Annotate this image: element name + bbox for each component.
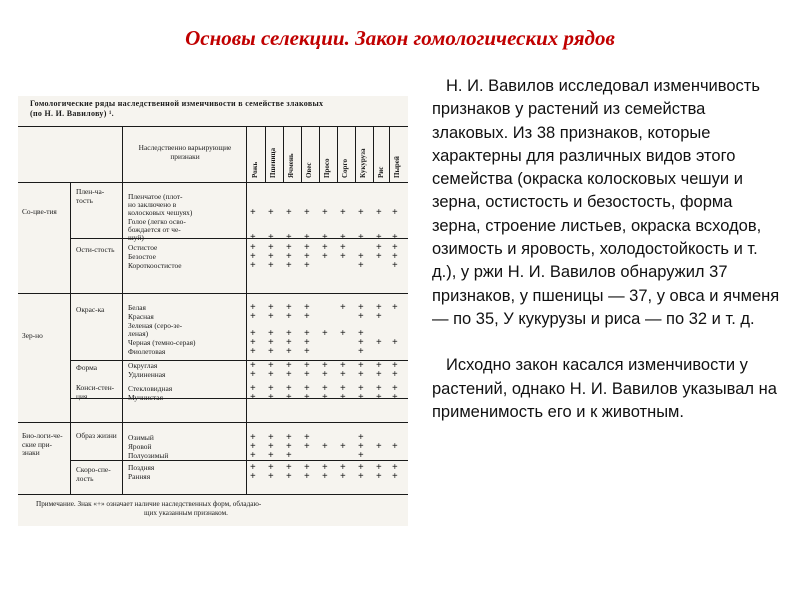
plus-mark: +	[358, 450, 364, 461]
plus-mark: +	[304, 462, 310, 473]
trait-label: Озимый	[128, 433, 154, 442]
plus-mark: +	[304, 207, 310, 218]
plus-mark: +	[268, 360, 274, 371]
trait-label: Черная (темно-серая)	[128, 338, 196, 347]
trait-label: Короткоостистое	[128, 261, 182, 270]
plus-mark: +	[304, 337, 310, 348]
trait-label: леная)	[128, 329, 149, 338]
group-label-grain: Зер-но	[22, 331, 43, 340]
plus-mark: +	[268, 242, 274, 253]
plus-mark: +	[304, 311, 310, 322]
plus-mark: +	[358, 302, 364, 313]
plus-mark: +	[322, 441, 328, 452]
plus-mark: +	[286, 242, 292, 253]
plus-mark: +	[322, 383, 328, 394]
plus-mark: +	[358, 441, 364, 452]
plus-mark: +	[286, 337, 292, 348]
plus-mark: +	[322, 251, 328, 262]
plus-mark: +	[250, 441, 256, 452]
col-divider-plant	[283, 126, 284, 182]
plus-mark: +	[358, 260, 364, 271]
plus-mark: +	[376, 251, 382, 262]
plus-mark: +	[304, 346, 310, 357]
plus-mark: +	[376, 337, 382, 348]
plant-header-1: Пшеница	[269, 147, 277, 178]
plus-mark: +	[250, 462, 256, 473]
plus-mark: +	[340, 207, 346, 218]
plus-mark: +	[268, 232, 274, 243]
plus-mark: +	[358, 207, 364, 218]
plus-mark: +	[304, 392, 310, 403]
col-divider-plant	[301, 126, 302, 182]
plus-mark: +	[286, 462, 292, 473]
plant-header-6: Кукуруза	[359, 148, 367, 178]
plus-mark: +	[250, 337, 256, 348]
plus-mark: +	[340, 251, 346, 262]
plant-header-8: Пырей	[393, 156, 401, 178]
plus-mark: +	[392, 369, 398, 380]
trait-label: бождается от че-	[128, 225, 181, 234]
plus-mark: +	[286, 392, 292, 403]
plus-mark: +	[376, 441, 382, 452]
plus-mark: +	[268, 369, 274, 380]
plus-mark: +	[376, 471, 382, 482]
plus-mark: +	[250, 328, 256, 339]
col-divider-plant	[373, 126, 374, 182]
plus-mark: +	[268, 251, 274, 262]
plus-mark: +	[376, 232, 382, 243]
plus-mark: +	[340, 232, 346, 243]
plus-mark: +	[268, 311, 274, 322]
plus-mark: +	[304, 328, 310, 339]
plus-mark: +	[376, 462, 382, 473]
plus-mark: +	[268, 302, 274, 313]
plus-mark: +	[340, 302, 346, 313]
plant-header-3: Овес	[305, 162, 313, 178]
plus-mark: +	[286, 311, 292, 322]
trait-label: Полуозимый	[128, 451, 169, 460]
plus-mark: +	[286, 450, 292, 461]
plus-mark: +	[376, 311, 382, 322]
plus-mark: +	[376, 207, 382, 218]
plus-mark: +	[304, 471, 310, 482]
plus-mark: +	[250, 360, 256, 371]
plus-mark: +	[268, 441, 274, 452]
trait-label: Стекловидная	[128, 384, 173, 393]
plus-mark: +	[358, 383, 364, 394]
plus-mark: +	[250, 432, 256, 443]
col-divider-subgroup	[122, 126, 123, 494]
plus-mark: +	[358, 392, 364, 403]
plus-mark: +	[304, 369, 310, 380]
col-divider-plant	[389, 126, 390, 182]
trait-label: Мучнистая	[128, 393, 163, 402]
plus-mark: +	[358, 432, 364, 443]
plus-mark: +	[322, 232, 328, 243]
plus-mark: +	[304, 441, 310, 452]
col-divider-plant	[265, 126, 266, 182]
plus-mark: +	[250, 242, 256, 253]
subgroup-label-s2: Ости-стость	[76, 245, 115, 254]
trait-label: колосковых чешуях)	[128, 208, 193, 217]
plus-mark: +	[250, 383, 256, 394]
plus-mark: +	[268, 471, 274, 482]
trait-label: Яровой	[128, 442, 152, 451]
group-label-biological: Био-логи-че-ские при-знаки	[22, 431, 63, 458]
plus-mark: +	[268, 260, 274, 271]
plus-mark: +	[376, 383, 382, 394]
plus-mark: +	[286, 251, 292, 262]
trait-label: Красная	[128, 312, 154, 321]
plus-mark: +	[304, 302, 310, 313]
body-text	[432, 75, 784, 424]
plus-mark: +	[268, 337, 274, 348]
plus-mark: +	[392, 360, 398, 371]
trait-label: Остистое	[128, 243, 158, 252]
plus-mark: +	[250, 207, 256, 218]
col-divider-plant	[319, 126, 320, 182]
plus-mark: +	[250, 311, 256, 322]
plus-mark: +	[358, 462, 364, 473]
plus-mark: +	[322, 392, 328, 403]
table-footnote	[32, 500, 404, 518]
trait-label: Поздняя	[128, 463, 155, 472]
footnote-line-1: Примечание. Знак «+» означает наличие наследственных форм, обладаю-	[36, 500, 262, 508]
plus-mark: +	[304, 260, 310, 271]
plus-mark: +	[392, 337, 398, 348]
table-rule-group2-bottom	[18, 422, 408, 423]
plus-mark: +	[358, 328, 364, 339]
plus-mark: +	[268, 346, 274, 357]
plus-mark: +	[340, 462, 346, 473]
plus-mark: +	[286, 328, 292, 339]
plus-mark: +	[358, 369, 364, 380]
plus-mark: +	[250, 369, 256, 380]
group-label-inflorescence: Со-цве-тия	[22, 207, 57, 216]
table-caption-line-1: Гомологические ряды наследственной изменчивости в семействе злаковых	[30, 99, 324, 108]
plus-mark: +	[358, 360, 364, 371]
plus-mark: +	[392, 392, 398, 403]
plus-mark: +	[268, 328, 274, 339]
trait-label: Ранняя	[128, 472, 151, 481]
plus-mark: +	[340, 383, 346, 394]
plant-header-0: Рожь	[251, 161, 259, 178]
trait-label: Округлая	[128, 361, 158, 370]
subgroup-label-s5: Конси-стен-ция	[76, 383, 115, 401]
plus-mark: +	[286, 260, 292, 271]
col-divider-plant	[337, 126, 338, 182]
plus-mark: +	[376, 369, 382, 380]
plus-mark: +	[250, 450, 256, 461]
plus-mark: +	[304, 251, 310, 262]
trait-label: Фиолетовая	[128, 347, 166, 356]
subgroup-label-s7: Скоро-спе-лость	[76, 465, 111, 483]
plus-mark: +	[250, 392, 256, 403]
plus-mark: +	[268, 450, 274, 461]
table-caption-line-2: (по Н. И. Вавилову) ¹.	[30, 109, 114, 118]
plus-mark: +	[322, 242, 328, 253]
plus-mark: +	[250, 232, 256, 243]
table-rule-group1-bottom	[18, 293, 408, 294]
plus-mark: +	[268, 383, 274, 394]
plus-mark: +	[358, 232, 364, 243]
plus-mark: +	[376, 302, 382, 313]
table-rule-bottom	[18, 494, 408, 495]
subgroup-label-s3: Окрас-ка	[76, 305, 105, 314]
plant-header-4: Просо	[323, 158, 331, 178]
plus-mark: +	[392, 232, 398, 243]
plus-mark: +	[392, 260, 398, 271]
plus-mark: +	[304, 242, 310, 253]
plus-mark: +	[392, 471, 398, 482]
table-rule-header-bottom	[18, 182, 408, 183]
trait-label: Зеленая (серо-зе-	[128, 321, 183, 330]
subgroup-label-s6: Образ жизни	[76, 431, 117, 440]
trait-label: Голое (легко осво-	[128, 217, 186, 226]
plus-mark: +	[286, 346, 292, 357]
plus-mark: +	[322, 207, 328, 218]
trait-label: Удлиненная	[128, 370, 166, 379]
homologous-series-table-scan	[18, 96, 408, 526]
plant-header-7: Рис	[377, 166, 385, 178]
plus-mark: +	[286, 302, 292, 313]
plus-mark: +	[376, 242, 382, 253]
plus-mark: +	[358, 251, 364, 262]
plus-mark: +	[286, 207, 292, 218]
plus-mark: +	[340, 392, 346, 403]
plus-mark: +	[322, 360, 328, 371]
table-rule-top	[18, 126, 408, 127]
plus-mark: +	[340, 328, 346, 339]
trait-label: Пленчатое (плот-	[128, 192, 183, 201]
plus-mark: +	[392, 383, 398, 394]
plus-mark: +	[286, 369, 292, 380]
plus-mark: +	[340, 471, 346, 482]
plus-mark: +	[250, 302, 256, 313]
col-divider-plant	[355, 126, 356, 182]
plus-mark: +	[250, 471, 256, 482]
plus-mark: +	[392, 441, 398, 452]
plus-mark: +	[304, 432, 310, 443]
table-caption	[30, 99, 402, 119]
plant-header-2: Ячмень	[287, 153, 295, 178]
plus-mark: +	[340, 369, 346, 380]
plus-mark: +	[250, 260, 256, 271]
subgroup-label-s4: Форма	[76, 363, 98, 372]
trait-label: но заключено в	[128, 200, 177, 209]
plus-mark: +	[268, 432, 274, 443]
plant-header-5: Сорго	[341, 159, 349, 178]
plus-mark: +	[286, 360, 292, 371]
col-divider-group	[70, 182, 71, 494]
plus-mark: +	[322, 369, 328, 380]
paragraph-law-scope: Исходно закон касался изменчивости у растений, однако Н. И. Вавилов указывал на применимость его и к животным.	[432, 356, 777, 421]
plus-mark: +	[376, 360, 382, 371]
plus-mark: +	[286, 432, 292, 443]
plus-mark: +	[340, 242, 346, 253]
plus-mark: +	[392, 207, 398, 218]
trait-label: шуй)	[128, 233, 144, 242]
plus-mark: +	[392, 242, 398, 253]
plus-mark: +	[304, 232, 310, 243]
plus-mark: +	[322, 328, 328, 339]
plus-mark: +	[286, 441, 292, 452]
trait-label: Белая	[128, 303, 146, 312]
slide-title: Основы селекции. Закон гомологических рядов	[185, 26, 615, 50]
plus-mark: +	[358, 311, 364, 322]
footnote-line-2: щих указанным признаком.	[144, 509, 228, 517]
paragraph-vavilov-study: Н. И. Вавилов исследовал изменчивость признаков у растений из семейства злаковых. Из 38 признаков, которые характерны для различных видов этого семейства (окраска колосковых чешуи и зерна, остистость и безостость, форма зерна, строение листьев, окраска всходов, озимость и яровость, холодостойкость и т. д.), у ржи Н. И. Вавилов обнаружил 37 признаков, у пшеницы — 37, у овса и ячменя — по 35, У кукурузы и риса — по 32 и т. д.	[432, 77, 780, 328]
subgroup-label-s1: Плен-ча-тость	[76, 187, 105, 205]
plus-mark: +	[268, 207, 274, 218]
plus-mark: +	[268, 462, 274, 473]
plus-mark: +	[340, 441, 346, 452]
plus-mark: +	[392, 302, 398, 313]
plus-mark: +	[304, 383, 310, 394]
plus-mark: +	[304, 360, 310, 371]
corner-label: Наследственно варьирующие признаки	[138, 143, 232, 161]
plus-mark: +	[322, 462, 328, 473]
plus-mark: +	[358, 337, 364, 348]
plus-mark: +	[286, 471, 292, 482]
col-divider-trait	[246, 126, 247, 494]
plus-mark: +	[286, 383, 292, 394]
plus-mark: +	[376, 392, 382, 403]
plus-mark: +	[358, 346, 364, 357]
plus-mark: +	[268, 392, 274, 403]
plus-mark: +	[392, 251, 398, 262]
plus-mark: +	[358, 471, 364, 482]
plus-mark: +	[322, 471, 328, 482]
plus-mark: +	[340, 360, 346, 371]
plus-mark: +	[392, 462, 398, 473]
plus-mark: +	[286, 232, 292, 243]
trait-label: Безостое	[128, 252, 156, 261]
plus-mark: +	[250, 346, 256, 357]
plus-mark: +	[250, 251, 256, 262]
